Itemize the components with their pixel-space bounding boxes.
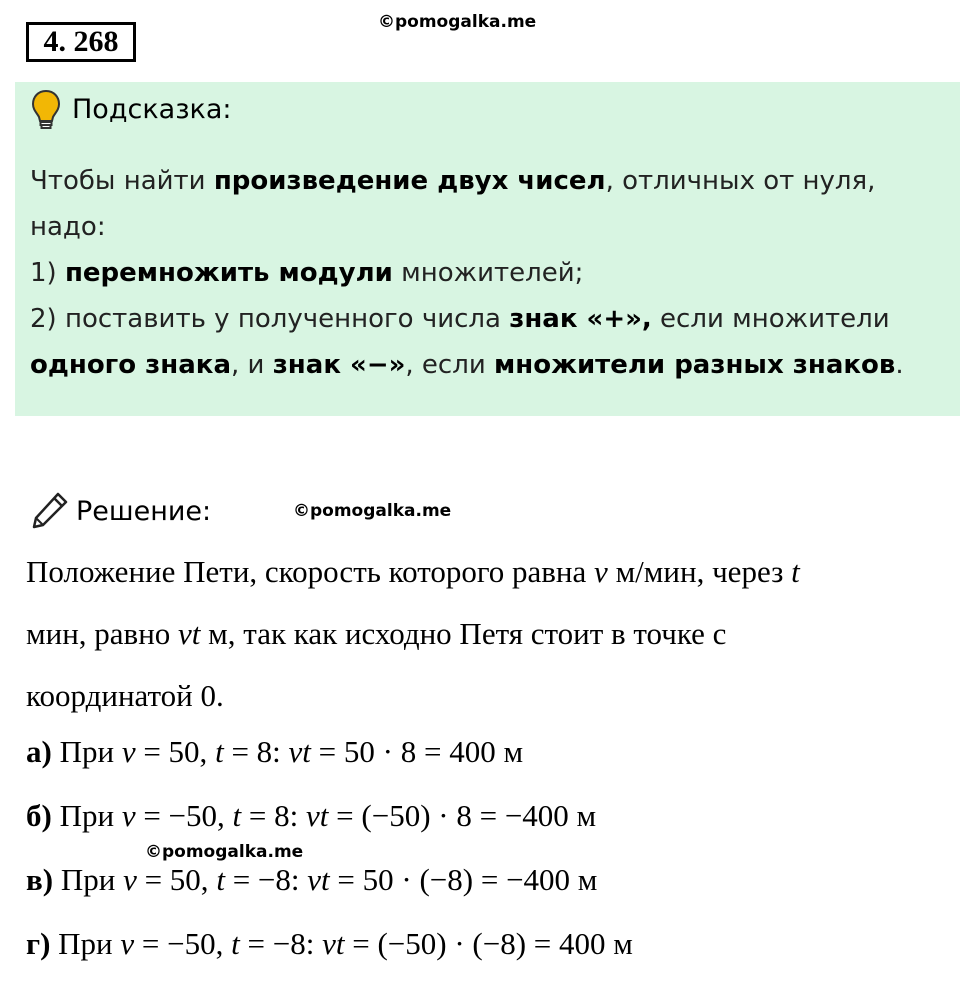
hint-line <box>30 296 955 342</box>
solution-text-span: координатой 0. <box>26 678 224 713</box>
case-g <box>26 926 633 962</box>
hint-bold-text: знак «−» <box>272 350 406 380</box>
case-label: в) <box>26 862 54 897</box>
case-v <box>26 862 597 898</box>
case-text: При <box>50 926 121 961</box>
variable: t <box>216 862 225 897</box>
variable: v <box>121 734 136 769</box>
case-text: При <box>53 862 124 897</box>
case-label: б) <box>26 798 52 833</box>
hint-line <box>30 250 955 296</box>
variable: v <box>594 554 608 589</box>
variable: vt <box>306 798 329 833</box>
case-text: = 8: <box>241 798 307 833</box>
case-result: = 50 · 8 = 400 м <box>310 734 524 769</box>
hint-text-span: , отличных от нуля, <box>605 166 876 196</box>
solution-text-span: м/мин, через <box>607 554 792 589</box>
variable: vt <box>288 734 311 769</box>
case-result: = 50 · (−8) = −400 м <box>329 862 598 897</box>
variable: vt <box>307 862 330 897</box>
hint-text-span: . <box>895 350 904 380</box>
hint-line <box>30 158 955 204</box>
case-a <box>26 734 523 770</box>
hint-text-span: , и <box>231 350 273 380</box>
variable: v <box>121 798 136 833</box>
hint-bold-text: перемножить модули <box>64 258 393 288</box>
case-text: = 50, <box>136 862 217 897</box>
hint-bold-text: знак «+», <box>509 304 652 334</box>
hint-title: Подсказка: <box>72 94 232 125</box>
hint-text-span: , если <box>405 350 495 380</box>
hint-text-span: Чтобы найти <box>30 166 214 196</box>
hint-text-span: надо: <box>30 212 106 242</box>
hint-text-span: 1) <box>30 258 65 288</box>
hint-line <box>30 342 955 388</box>
variable: t <box>232 798 242 833</box>
case-text: = −8: <box>224 862 308 897</box>
watermark: ©pomogalka.me <box>378 12 537 32</box>
solution-text <box>26 544 956 724</box>
solution-title: Решение: <box>76 496 212 527</box>
hint-text-span: множителей; <box>392 258 584 288</box>
hint-bold-text: одного знака <box>30 350 231 380</box>
case-label: г) <box>26 926 51 961</box>
solution-line <box>26 544 956 600</box>
case-text: = −8: <box>239 926 323 961</box>
watermark: ©pomogalka.me <box>293 501 452 521</box>
variable: vt <box>322 926 345 961</box>
variable: v <box>123 862 137 897</box>
case-text: = −50, <box>135 798 233 833</box>
solution-text-span: Положение Пети, скорость которого равна <box>26 554 595 589</box>
case-b <box>26 798 596 834</box>
hint-bold-text: множители разных знаков <box>494 350 896 380</box>
task-number: 4. 268 <box>26 22 136 62</box>
solution-text-span: м, так как исходно Петя стоит в точке с <box>200 616 727 651</box>
solution-line <box>26 606 956 662</box>
case-text: При <box>51 798 122 833</box>
case-label: а) <box>26 734 52 769</box>
case-result: = (−50) · 8 = −400 м <box>328 798 597 833</box>
case-text: = 8: <box>223 734 289 769</box>
case-text: При <box>51 734 122 769</box>
solution-text-span: мин, равно <box>26 616 179 651</box>
variable: t <box>791 554 800 589</box>
case-text: = 50, <box>135 734 216 769</box>
case-result: = (−50) · (−8) = 400 м <box>344 926 633 961</box>
hint-text-span: если множители <box>651 304 890 334</box>
hint-line <box>30 204 955 250</box>
hint-text-span: 2) поставить у полученного числа <box>30 304 510 334</box>
case-text: = −50, <box>134 926 232 961</box>
pencil-icon <box>30 490 70 530</box>
hint-text <box>30 158 955 388</box>
hint-bold-text: произведение двух чисел <box>213 166 606 196</box>
variable: t <box>215 734 224 769</box>
variable: v <box>120 926 135 961</box>
solution-line <box>26 668 956 724</box>
lightbulb-icon <box>30 88 62 132</box>
variable: vt <box>178 616 201 651</box>
watermark: ©pomogalka.me <box>145 842 304 862</box>
variable: t <box>231 926 240 961</box>
